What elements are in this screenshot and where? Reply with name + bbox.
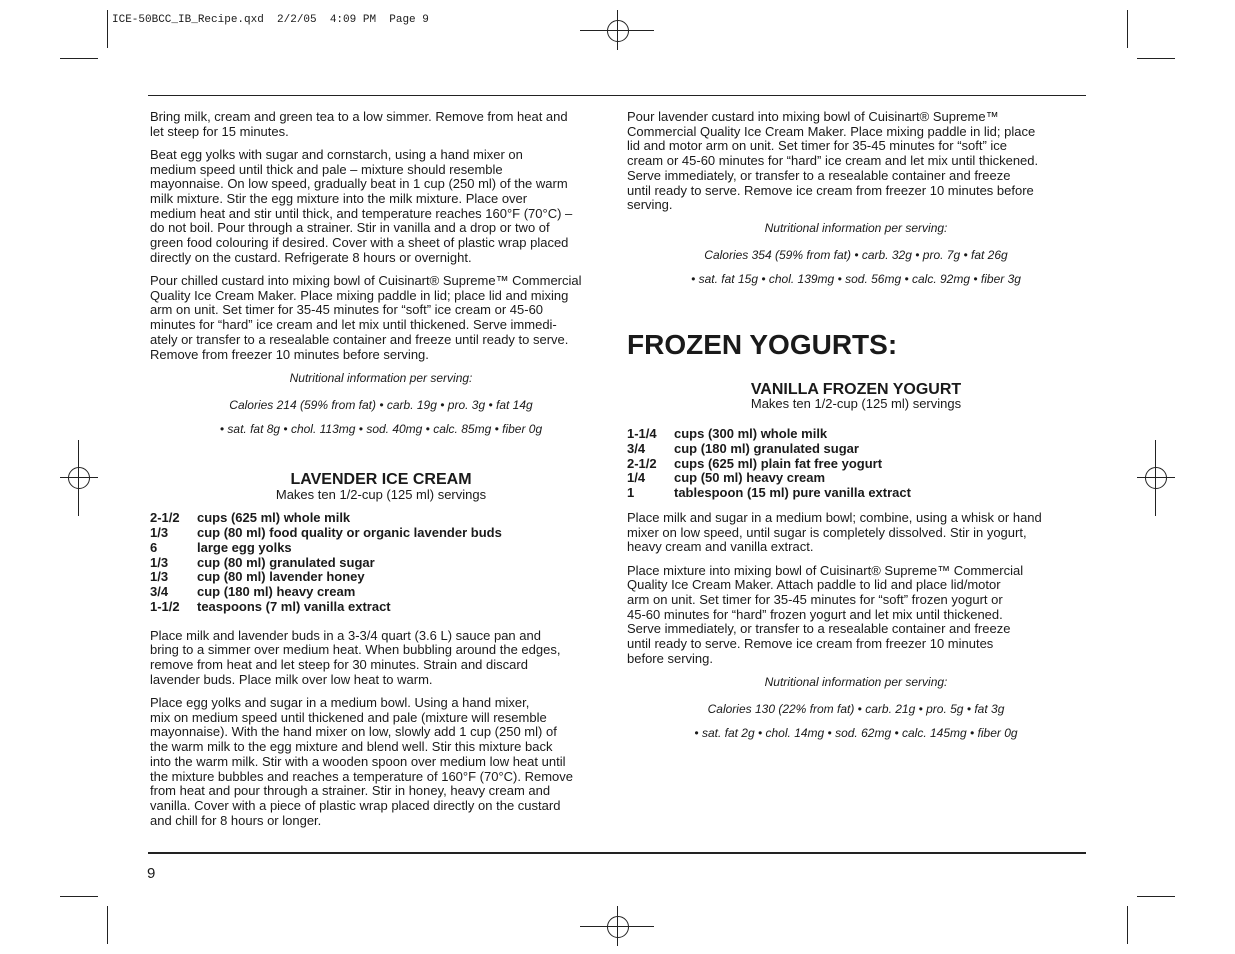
footer-rule <box>148 852 1086 854</box>
ingredient-row <box>627 471 1085 486</box>
ingredient-item: tablespoon (15 ml) pure vanilla extract <box>674 485 911 501</box>
vanilla-recipe <box>627 380 1085 667</box>
recipe-title: VANILLA FROZEN YOGURT <box>750 380 962 398</box>
nutrition-heading: Nutritional information per serving: <box>764 221 948 236</box>
ingredient-qty: 3/4 <box>150 584 169 600</box>
ingredient-item: cups (300 ml) whole milk <box>674 426 828 442</box>
nutrition-heading: Nutritional information per serving: <box>764 675 948 690</box>
ingredient-row <box>150 541 612 556</box>
ingredient-row <box>150 600 612 615</box>
ingredient-qty: 1/4 <box>627 470 646 486</box>
ingredient-qty: 1 <box>627 485 635 501</box>
ingredient-qty: 1-1/2 <box>150 598 180 614</box>
page-number: 9 <box>147 865 156 882</box>
nutrition-line: • sat. fat 15g • chol. 139mg • sod. 56mg • calc. 92mg • fiber 3g <box>691 272 1021 287</box>
ingredient-qty: 2-1/2 <box>150 510 180 526</box>
nutrition-info <box>627 221 1085 288</box>
crop-mark <box>1127 10 1128 48</box>
ingredient-item: cup (180 ml) heavy cream <box>197 584 356 600</box>
lavender-recipe <box>150 473 612 828</box>
intro-paragraph: Pour chilled custard into mixing bowl of Cuisinart® Supreme™ Commercial Quality Ice Cream Maker. Place mixing paddle in lid; place lid and mixing arm on unit. Set timer for 35-45 minutes for “soft” ice cream or 45-60 minutes for “hard” ice cream and let mix until thickened. Serve immedi- ately or transfer to a resealable container and freeze until ready to serve. Remove from freezer 10 minutes before serving. <box>150 273 582 362</box>
ingredient-row <box>150 585 612 600</box>
crop-mark <box>1127 906 1128 944</box>
nutrition-heading: Nutritional information per serving: <box>289 370 473 385</box>
lavender-finish-paragraph: Pour lavender custard into mixing bowl of Cuisinart® Supreme™ Commercial Quality Ice Cream Maker. Place mixing paddle in lid; place lid and motor arm on unit. Set timer for 35-45 minutes for “soft” ice cream or 45-60 minutes for “hard” ice cream and let mix until thickened. Serve immediately, or transfer to a resealable container and freeze until ready to serve. Remove ice cream from freezer 10 minutes before serving. <box>627 109 1039 213</box>
ingredient-item: cups (625 ml) whole milk <box>197 510 351 526</box>
crop-mark <box>1137 896 1175 897</box>
ingredient-qty: 3/4 <box>627 440 646 456</box>
ingredient-list <box>627 427 1085 501</box>
crop-mark <box>1137 58 1175 59</box>
crop-mark <box>60 58 98 59</box>
nutrition-line: Calories 214 (59% from fat) • carb. 19g • pro. 3g • fat 14g <box>229 397 533 412</box>
recipe-step: Place egg yolks and sugar in a medium bowl. Using a hand mixer, mix on medium speed until thickened and pale (mixture will resemble mayonnaise). With the hand mixer on low, slowly add 1 cup (250 ml) of the warm milk to the egg mixture and blend well. Stir this mixture back into the warm milk. Stir with a wooden spoon over medium low heat until the mixture bubbles and reaches a temperature of 160°F (70°C). Remove from heat and pour through a strainer. Stir in honey, heavy cream and vanilla. Cover with a piece of plastic wrap placed directly on the custard and chill for 8 hours or longer. <box>150 695 574 828</box>
recipe-step: Place milk and lavender buds in a 3-3/4 quart (3.6 L) sauce pan and bring to a simmer over medium heat. When bubbling around the edges, remove from heat and let steep for 30 minutes. Strain and discard lavender buds. Place milk over low heat to warm. <box>150 627 561 687</box>
intro-paragraph: Beat egg yolks with sugar and cornstarch, using a hand mixer on medium speed until thick and pale – mixture should resemble mayonnaise. On low speed, gradually beat in 1 cup (250 ml) of the warm milk mixture. Stir the egg mixture into the milk mixture. Place over medium heat and stir until thick, and temperature reaches 160°F (70°C) – do not boil. Pour through a strainer. Stir in vanilla and a drop or two of green food colouring if desired. Cover with a sheet of plastic wrap placed directly on the custard. Refrigerate 8 hours or overnight. <box>150 146 573 265</box>
ingredient-item: large egg yolks <box>197 539 292 555</box>
ingredient-item: teaspoons (7 ml) vanilla extract <box>197 598 391 614</box>
ingredient-row <box>150 570 612 585</box>
intro-paragraph: Bring milk, cream and green tea to a low simmer. Remove from heat and let steep for 15 minutes. <box>150 109 568 139</box>
recipe-servings: Makes ten 1/2-cup (125 ml) servings <box>750 396 962 412</box>
print-slug: ICE-50BCC_IB_Recipe.qxd 2/2/05 4:09 PM Page 9 <box>112 14 429 26</box>
ingredient-qty: 2-1/2 <box>627 455 657 471</box>
recipe-title: LAVENDER ICE CREAM <box>290 471 472 489</box>
nutrition-info <box>150 371 612 438</box>
ingredient-row <box>627 427 1085 442</box>
ingredient-item: cup (80 ml) food quality or organic lavender buds <box>197 524 502 540</box>
nutrition-line: Calories 354 (59% from fat) • carb. 32g • pro. 7g • fat 26g <box>704 248 1008 263</box>
recipe-step: Place mixture into mixing bowl of Cuisinart® Supreme™ Commercial Quality Ice Cream Maker. Attach paddle to lid and place lid/motor arm on unit. Set timer for 35-45 minutes for “soft” frozen yogurt or 45-60 minutes for “hard” frozen yogurt and let mix until thickened. Serve immediately, or transfer to a resealable container and freeze until ready to serve. Remove ice cream from freezer 10 minutes before serving. <box>627 562 1024 666</box>
crop-mark <box>107 906 108 944</box>
header-rule <box>148 95 1086 96</box>
left-column <box>150 110 612 837</box>
recipe-servings: Makes ten 1/2-cup (125 ml) servings <box>275 486 487 502</box>
ingredient-row <box>627 457 1085 472</box>
right-column <box>627 110 1085 750</box>
nutrition-line: Calories 130 (22% from fat) • carb. 21g • pro. 5g • fat 3g <box>707 702 1005 717</box>
nutrition-info <box>627 675 1085 742</box>
ingredient-qty: 1/3 <box>150 524 169 540</box>
ingredient-qty: 1/3 <box>150 554 169 570</box>
section-title: FROZEN YOGURTS: <box>627 328 898 360</box>
ingredient-row <box>150 556 612 571</box>
ingredient-row <box>627 486 1085 501</box>
ingredient-item: cup (80 ml) lavender honey <box>197 569 365 585</box>
ingredient-qty: 6 <box>150 539 158 555</box>
ingredient-row <box>627 442 1085 457</box>
crop-mark <box>60 896 98 897</box>
ingredient-qty: 1-1/4 <box>627 426 657 442</box>
ingredient-item: cups (625 ml) plain fat free yogurt <box>674 455 883 471</box>
ingredient-row <box>150 511 612 526</box>
ingredient-item: cup (180 ml) granulated sugar <box>674 440 859 456</box>
recipe-step: Place milk and sugar in a medium bowl; combine, using a whisk or hand mixer on low speed, until sugar is completely dissolved. Stir in yogurt, heavy cream and vanilla extract. <box>627 510 1042 555</box>
ingredient-row <box>150 526 612 541</box>
crop-mark <box>107 10 108 48</box>
nutrition-line: • sat. fat 8g • chol. 113mg • sod. 40mg • calc. 85mg • fiber 0g <box>219 421 543 436</box>
ingredient-list <box>150 511 612 615</box>
ingredient-item: cup (50 ml) heavy cream <box>674 470 826 486</box>
ingredient-item: cup (80 ml) granulated sugar <box>197 554 375 570</box>
ingredient-qty: 1/3 <box>150 569 169 585</box>
nutrition-line: • sat. fat 2g • chol. 14mg • sod. 62mg • calc. 145mg • fiber 0g <box>694 726 1018 741</box>
